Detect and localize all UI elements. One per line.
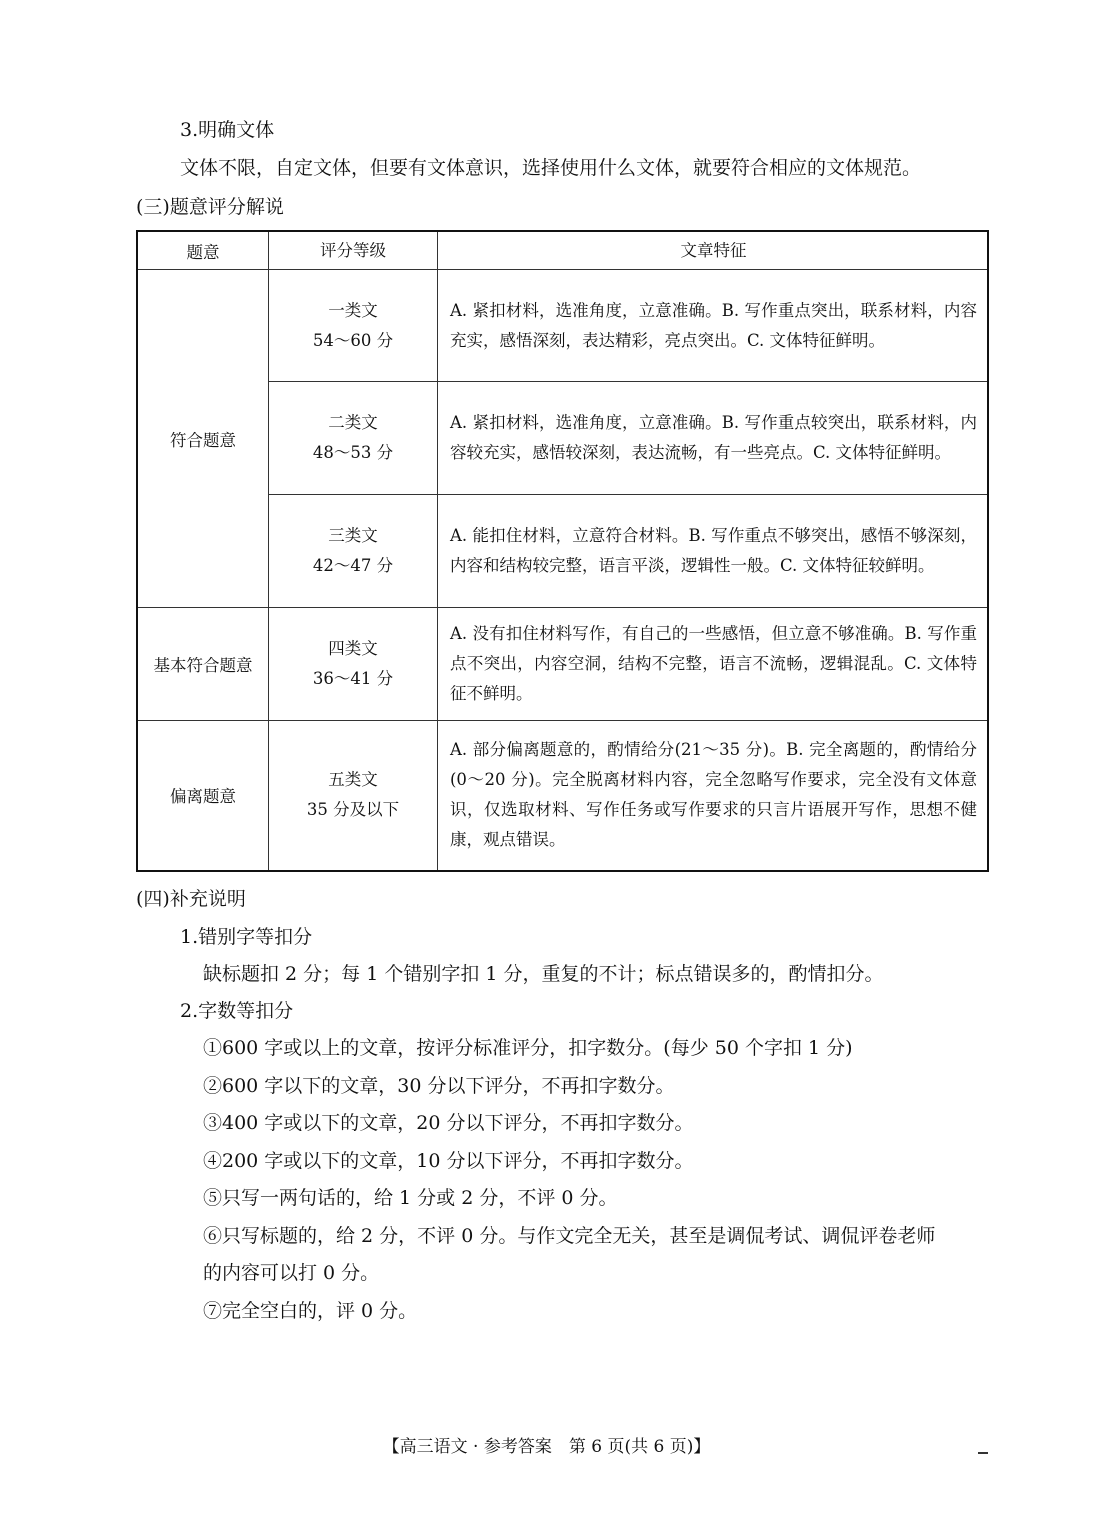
section-body: 文体不限，自定文体，但要有文体意识，选择使用什么文体，就要符合相应的文体规范。 bbox=[180, 157, 922, 179]
header-cell: 题意 bbox=[137, 231, 269, 270]
grade-cell bbox=[269, 382, 438, 495]
rule-item: 的内容可以打 0 分。 bbox=[203, 1262, 380, 1284]
features-cell: A. 紧扣材料，选准角度，立意准确。B. 写作重点较突出，联系材料，内容较充实，感悟较深刻，表达流畅，有一些亮点。C. 文体特征鲜明。 bbox=[438, 382, 989, 495]
grade-name: 三类文 bbox=[328, 526, 378, 545]
rule-item: ④200 字或以下的文章，10 分以下评分，不再扣字数分。 bbox=[203, 1150, 694, 1172]
table-row bbox=[137, 721, 988, 871]
supplement-heading: 1.错别字等扣分 bbox=[180, 926, 313, 948]
grade-cell bbox=[269, 495, 438, 608]
supplement-heading: 2.字数等扣分 bbox=[180, 1000, 294, 1022]
grade-cell bbox=[269, 721, 438, 871]
supplement-body: 缺标题扣 2 分；每 1 个错别字扣 1 分，重复的不计；标点错误多的，酌情扣分。 bbox=[203, 963, 884, 985]
corner-mark bbox=[978, 1452, 988, 1454]
page-footer: 【高三语文 · 参考答案 第 6 页(共 6 页)】 bbox=[382, 1437, 711, 1457]
grade-cell bbox=[269, 608, 438, 721]
rule-item: ②600 字以下的文章，30 分以下评分，不再扣字数分。 bbox=[203, 1075, 675, 1097]
grade-score: 42～47 分 bbox=[312, 556, 394, 575]
part-title: (四)补充说明 bbox=[136, 888, 246, 910]
table-row bbox=[137, 270, 988, 382]
grade-cell bbox=[269, 270, 438, 382]
grade-score: 54～60 分 bbox=[312, 330, 394, 350]
features-cell: A. 能扣住材料，立意符合材料。B. 写作重点不够突出，感悟不够深刻，内容和结构较完整，语言平淡，逻辑性一般。C. 文体特征较鲜明。 bbox=[438, 495, 989, 608]
rule-item: ⑤只写一两句话的，给 1 分或 2 分，不评 0 分。 bbox=[203, 1187, 618, 1209]
grade-score: 36～41 分 bbox=[312, 669, 394, 688]
part-title: (三)题意评分解说 bbox=[136, 196, 284, 218]
grade-score: 48～53 分 bbox=[312, 443, 394, 462]
rule-item: ⑥只写标题的，给 2 分，不评 0 分。与作文完全无关，甚至是调侃考试、调侃评卷老师 bbox=[203, 1225, 936, 1247]
features-cell: A. 紧扣材料，选准角度，立意准确。B. 写作重点突出，联系材料，内容充实，感悟深刻，表达精彩，亮点突出。C. 文体特征鲜明。 bbox=[438, 270, 989, 382]
grading-table bbox=[136, 230, 989, 872]
table-header-row bbox=[137, 231, 988, 270]
table-row bbox=[137, 608, 988, 721]
group-label: 偏离题意 bbox=[137, 721, 269, 871]
grade-name: 一类文 bbox=[328, 300, 378, 320]
group-label: 符合题意 bbox=[137, 270, 269, 608]
grade-name: 四类文 bbox=[328, 639, 378, 658]
header-cell: 评分等级 bbox=[269, 231, 438, 270]
grade-name: 二类文 bbox=[328, 413, 378, 432]
header-cell: 文章特征 bbox=[438, 231, 989, 270]
grade-score: 35 分及以下 bbox=[306, 800, 400, 820]
group-label: 基本符合题意 bbox=[137, 608, 269, 721]
rule-item: ③400 字或以下的文章，20 分以下评分，不再扣字数分。 bbox=[203, 1112, 694, 1134]
rule-item: ①600 字或以上的文章，按评分标准评分，扣字数分。(每少 50 个字扣 1 分) bbox=[203, 1037, 853, 1059]
features-cell: A. 部分偏离题意的，酌情给分(21～35 分)。B. 完全离题的，酌情给分(0～20 分)。完全脱离材料内容，完全忽略写作要求，完全没有文体意识，仅选取材料、写作任务或写作要求的只言片语展开写作，思想不健康，观点错误。 bbox=[438, 721, 989, 871]
rule-item: ⑦完全空白的，评 0 分。 bbox=[203, 1300, 418, 1322]
section-heading: 3.明确文体 bbox=[180, 119, 275, 141]
grade-name: 五类文 bbox=[328, 770, 378, 790]
features-cell: A. 没有扣住材料写作，有自己的一些感悟，但立意不够准确。B. 写作重点不突出，内容空洞，结构不完整，语言不流畅，逻辑混乱。C. 文体特征不鲜明。 bbox=[438, 608, 989, 721]
